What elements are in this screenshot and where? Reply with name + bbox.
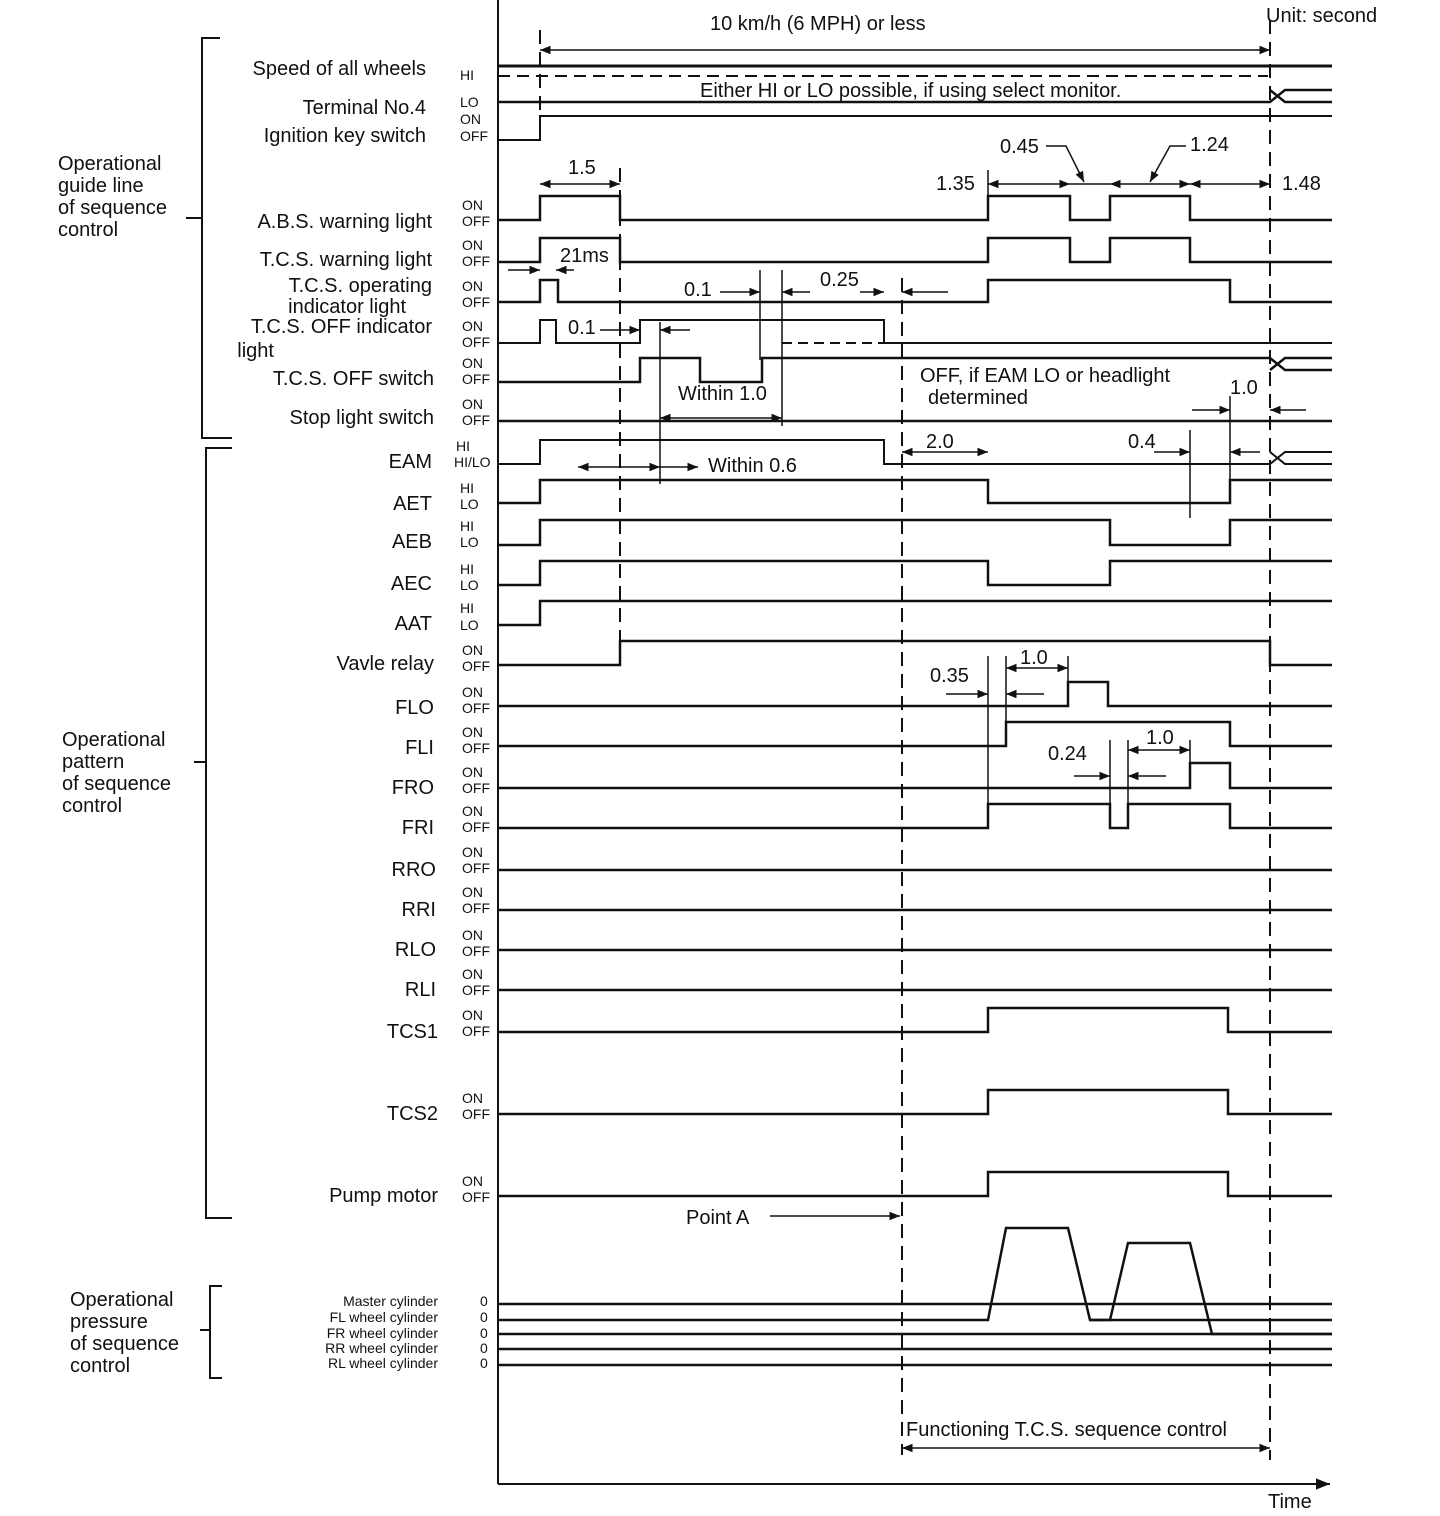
signal-label: FRO — [391, 777, 434, 799]
state-label: ON — [462, 966, 483, 982]
pressure-label: FL wheel cylinder — [329, 1309, 438, 1325]
wave-fli — [498, 722, 1332, 746]
state-label: OFF — [462, 943, 490, 959]
state-label: LO — [460, 534, 479, 550]
group-label-pressure-4: control — [70, 1355, 131, 1377]
state-label: OFF — [462, 1189, 490, 1205]
state-label: OFF — [462, 819, 490, 835]
pressure-zero: 0 — [480, 1325, 488, 1341]
state-label: OFF — [462, 1106, 490, 1122]
signal-label: T.C.S. operating — [288, 275, 432, 297]
pressure-zero: 0 — [480, 1340, 488, 1356]
wave-aat — [498, 601, 1332, 625]
dim-0-45-leader — [1046, 146, 1084, 182]
signal-label: Pump motor — [329, 1185, 438, 1207]
pressure-label: FR wheel cylinder — [326, 1325, 438, 1341]
off-if-note-1: OFF, if EAM LO or headlight — [920, 365, 1171, 387]
state-label: OFF — [462, 213, 490, 229]
wave-valve-relay — [498, 641, 1332, 665]
pressure-zero: 0 — [480, 1355, 488, 1371]
wave-aeb — [498, 520, 1332, 545]
state-label: ON — [462, 844, 483, 860]
wave-pump-motor — [498, 1172, 1332, 1196]
timing-label: 1.0 — [1146, 727, 1174, 749]
timing-label: 0.25 — [820, 269, 859, 291]
state-label: ON — [462, 803, 483, 819]
timing-label: 1.35 — [936, 173, 975, 195]
signal-label: T.C.S. warning light — [259, 249, 432, 271]
wave-fro — [498, 763, 1332, 788]
state-label: ON — [462, 1090, 483, 1106]
timing-label: 1.0 — [1230, 377, 1258, 399]
timing-label: 1.24 — [1190, 134, 1229, 156]
unit-label: Unit: second — [1266, 5, 1378, 27]
state-label: OFF — [462, 294, 490, 310]
state-label: ON — [462, 237, 483, 253]
state-label: OFF — [462, 1023, 490, 1039]
bracket-guide — [186, 38, 232, 438]
signal-label: RRO — [391, 859, 436, 881]
off-if-note-2: determined — [928, 387, 1029, 409]
state-label: ON — [462, 1007, 483, 1023]
functioning-label: Functioning T.C.S. sequence control — [906, 1419, 1227, 1441]
timing-label: 21ms — [560, 245, 609, 267]
bracket-pressure — [200, 1286, 222, 1378]
group-label-pattern-1: Operational — [62, 729, 166, 751]
signal-label: A.B.S. warning light — [257, 211, 432, 233]
state-label: ON — [462, 927, 483, 943]
wave-abs-warning — [498, 196, 1332, 220]
group-label-pattern-2: pattern — [62, 751, 125, 773]
state-label: OFF — [462, 982, 490, 998]
state-label: HI — [460, 561, 474, 577]
group-label-guide-1: Operational — [58, 153, 162, 175]
signal-label: light — [237, 340, 274, 362]
state-label: OFF — [462, 371, 490, 387]
timing-label: Within 0.6 — [708, 455, 797, 477]
state-label: LO — [460, 577, 479, 593]
state-label: HI — [456, 438, 470, 454]
signal-label: RLI — [404, 979, 436, 1001]
group-label-pattern-3: of sequence — [62, 773, 171, 795]
signal-label: RLO — [394, 939, 436, 961]
timing-label: Within 1.0 — [678, 383, 767, 405]
group-label-pressure-1: Operational — [70, 1289, 174, 1311]
signal-label: T.C.S. OFF indicator — [250, 316, 432, 338]
pressure-label: Master cylinder — [343, 1293, 438, 1309]
state-label: OFF — [462, 253, 490, 269]
wave-aet — [498, 480, 1332, 503]
waveforms — [498, 66, 1332, 1365]
signal-label: Speed of all wheels — [252, 58, 426, 80]
wave-tcs-warning — [498, 238, 1332, 262]
pressure-labels — [325, 1293, 488, 1371]
state-label: ON — [462, 197, 483, 213]
wave-tcs-operating — [498, 280, 1332, 302]
wave-fri — [498, 804, 1332, 828]
signal-label: indicator light — [288, 296, 406, 318]
wave-fl-wheel-cylinder — [498, 1228, 1332, 1334]
wave-tcs-off-switch — [498, 358, 1332, 382]
state-label: ON — [462, 642, 483, 658]
state-label: ON — [462, 396, 483, 412]
group-label-guide-3: of sequence — [58, 197, 167, 219]
state-label: ON — [462, 764, 483, 780]
state-label: HI/LO — [454, 454, 491, 470]
timing-label: 0.35 — [930, 665, 969, 687]
state-label: OFF — [462, 700, 490, 716]
wave-tcs2 — [498, 1090, 1332, 1114]
dim-1-24-leader — [1150, 146, 1186, 182]
signal-label: EAM — [388, 451, 432, 473]
state-label: ON — [462, 684, 483, 700]
pressure-zero: 0 — [480, 1309, 488, 1325]
state-label: HI — [460, 67, 474, 83]
signal-label: RRI — [401, 899, 436, 921]
pressure-label: RL wheel cylinder — [328, 1355, 438, 1371]
state-label: LO — [460, 94, 479, 110]
signal-label: AEB — [391, 531, 432, 553]
signal-label: Vavle relay — [336, 653, 434, 675]
state-label: ON — [462, 318, 483, 334]
timing-label: 0.24 — [1048, 743, 1087, 765]
state-label: ON — [462, 278, 483, 294]
state-label: ON — [460, 111, 481, 127]
state-label: HI — [460, 518, 474, 534]
signal-label: Ignition key switch — [263, 125, 426, 147]
group-label-pressure-2: pressure — [70, 1311, 148, 1333]
either-note: Either HI or LO possible, if using select monitor. — [700, 80, 1122, 102]
timing-label: 0.45 — [1000, 136, 1039, 158]
signal-label: FLO — [395, 697, 434, 719]
group-label-pattern-4: control — [62, 795, 123, 817]
state-label: OFF — [462, 900, 490, 916]
timing-label: 1.0 — [1020, 647, 1048, 669]
timing-label: 0.1 — [568, 317, 596, 339]
signal-label: FRI — [401, 817, 434, 839]
state-label: LO — [460, 496, 479, 512]
signal-label: TCS2 — [386, 1103, 438, 1125]
bracket-pattern — [194, 448, 232, 1218]
state-labels — [454, 67, 491, 1205]
state-label: HI — [460, 480, 474, 496]
timing-label: 0.1 — [684, 279, 712, 301]
point-a-label: Point A — [686, 1207, 750, 1229]
signal-label: TCS1 — [386, 1021, 438, 1043]
signal-label: AAT — [394, 613, 432, 635]
group-label-pressure-3: of sequence — [70, 1333, 179, 1355]
signal-label: AET — [393, 493, 432, 515]
state-label: OFF — [462, 780, 490, 796]
state-label: OFF — [460, 128, 488, 144]
state-label: HI — [460, 600, 474, 616]
signal-label: Stop light switch — [289, 407, 434, 429]
timing-label: 0.4 — [1128, 431, 1156, 453]
wave-aec — [498, 561, 1332, 585]
state-label: ON — [462, 355, 483, 371]
signal-label: Terminal No.4 — [302, 97, 426, 119]
wave-tcs-off-indicator — [498, 320, 1332, 343]
wave-tcs1 — [498, 1008, 1332, 1032]
state-label: ON — [462, 724, 483, 740]
top-range-label: 10 km/h (6 MPH) or less — [710, 13, 926, 35]
timing-labels — [560, 134, 1321, 765]
state-label: OFF — [462, 658, 490, 674]
group-label-guide-4: control — [58, 219, 119, 241]
state-label: OFF — [462, 412, 490, 428]
timing-label: 2.0 — [926, 431, 954, 453]
pressure-zero: 0 — [480, 1293, 488, 1309]
pressure-label: RR wheel cylinder — [325, 1340, 438, 1356]
group-label-guide-2: guide line — [58, 175, 144, 197]
state-label: LO — [460, 617, 479, 633]
signal-labels — [237, 58, 438, 1207]
state-label: ON — [462, 1173, 483, 1189]
state-label: OFF — [462, 334, 490, 350]
state-label: ON — [462, 884, 483, 900]
wave-flo — [498, 682, 1332, 706]
signal-label: FLI — [405, 737, 434, 759]
state-label: OFF — [462, 740, 490, 756]
signal-label: AEC — [390, 573, 432, 595]
timing-label: 1.5 — [568, 157, 596, 179]
time-axis-label: Time — [1268, 1491, 1312, 1513]
signal-label: T.C.S. OFF switch — [272, 368, 434, 390]
timing-label: 1.48 — [1282, 173, 1321, 195]
state-label: OFF — [462, 860, 490, 876]
